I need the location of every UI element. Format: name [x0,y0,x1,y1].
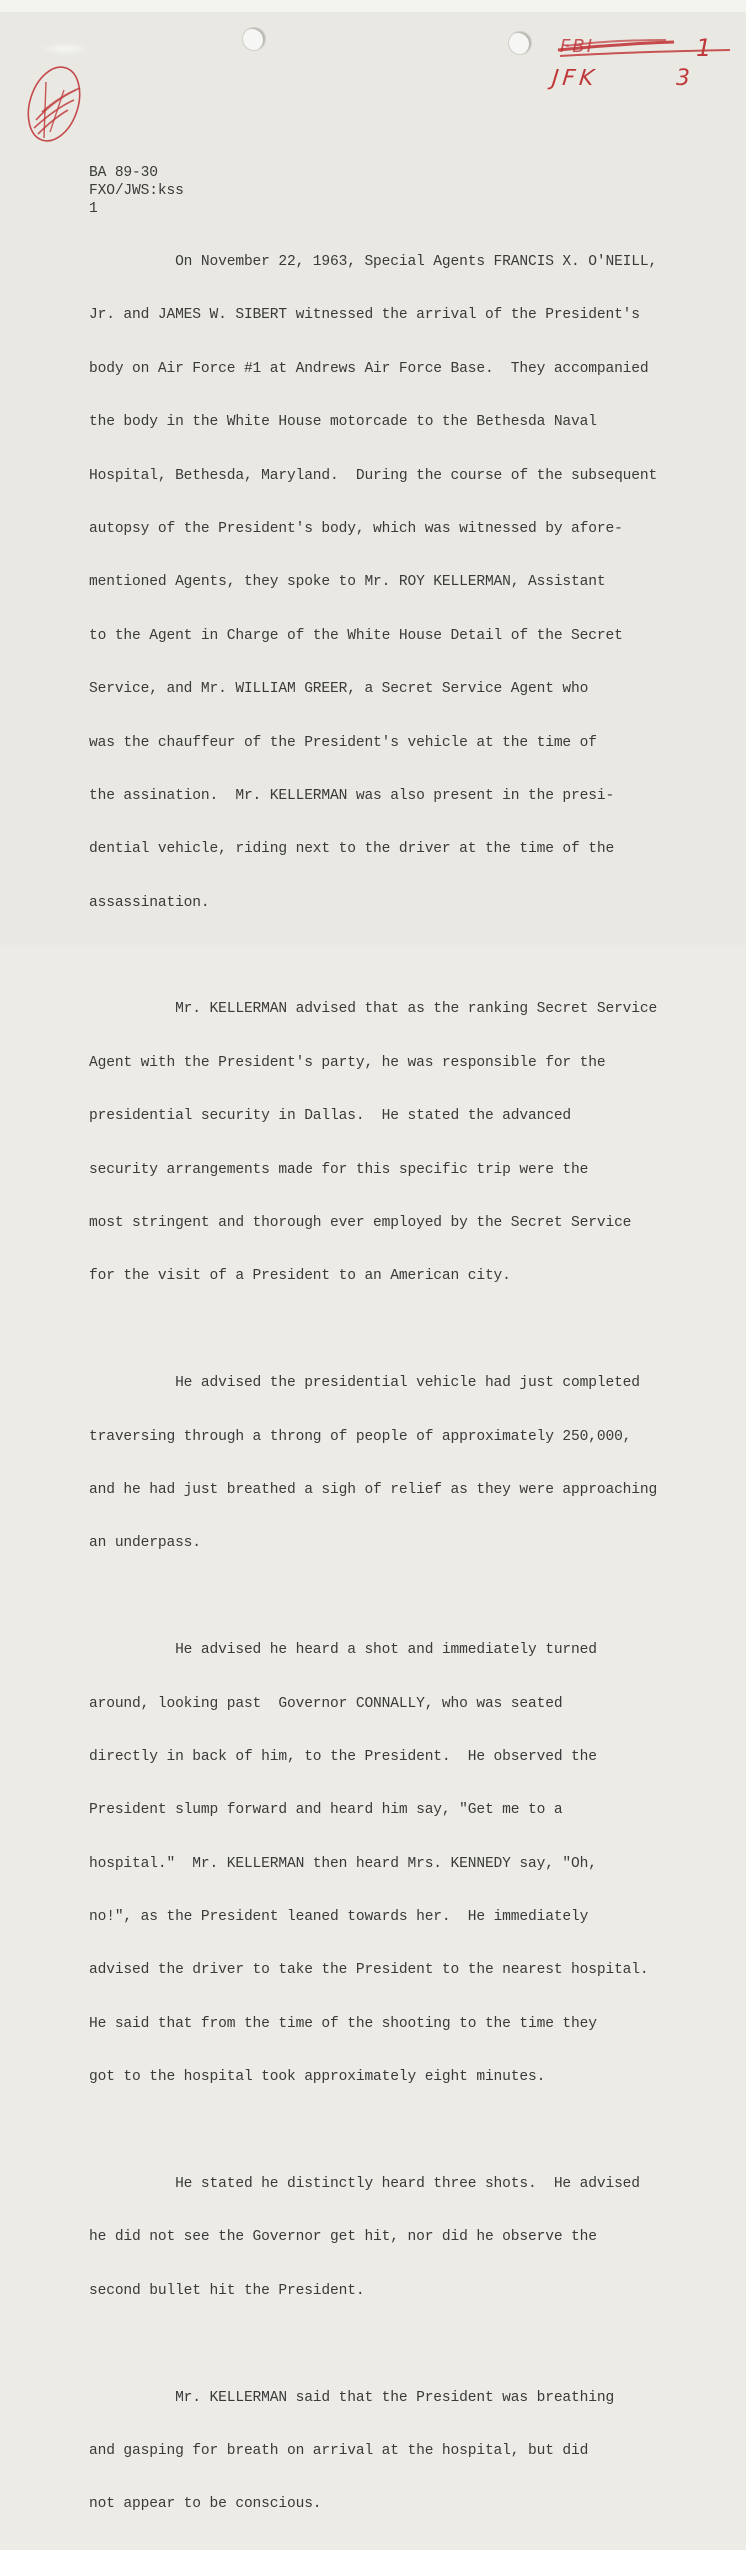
paragraph-underpass [89,1340,739,1589]
text-line: most stringent and thorough ever employed by the Secret Service [89,1215,632,1232]
paragraph-breathing [89,2354,739,2550]
paragraph-gap [89,1589,739,1607]
text-line: no!", as the President leaned towards her. He immediately [89,1909,589,1926]
text-line: presidential security in Dallas. He stated the advanced [89,1108,572,1125]
page-number: 1 [89,200,98,217]
text-line: Jr. and JAMES W. SIBERT witnessed the arrival of the President's [89,307,640,324]
text-line: He advised he heard a shot and immediately turned [89,1642,597,1659]
collection-label: JFK [550,66,599,91]
text-line: He advised the presidential vehicle had just completed [89,1375,640,1392]
paragraph-gap [89,1322,739,1340]
text-line: dential vehicle, riding next to the driver at the time of the [89,841,615,858]
text-line: Mr. KELLERMAN said that the President was breathing [89,2389,615,2406]
file-number: BA 89-30 [89,165,158,181]
text-line: hospital." Mr. KELLERMAN then heard Mrs. KENNEDY say, "Oh, [89,1855,597,1872]
text-line: President slump forward and heard him say, "Get me to a [89,1802,563,1819]
struck-out-number: 1 [696,34,712,62]
text-line: to the Agent in Charge of the White House Detail of the Secret [89,627,623,644]
text-line: he did not see the Governor get hit, nor did he observe the [89,2229,597,2246]
paper-tear-mark [40,42,90,56]
text-line: not appear to be conscious. [89,2496,322,2513]
struck-out-label: FBI [560,36,595,57]
text-line: for the visit of a President to an American city. [89,1268,511,1285]
text-line: Hospital, Bethesda, Maryland. During the course of the subsequent [89,467,658,484]
text-line: and gasping for breath on arrival at the hospital, but did [89,2443,589,2459]
dictation-initials: FXO/JWS:kss [89,182,184,199]
text-line: He said that from the time of the shooting to the time they [89,2015,597,2032]
text-line: mentioned Agents, they spoke to Mr. ROY KELLERMAN, Assistant [89,574,606,591]
paragraph-shot [89,1607,739,2123]
paragraph-arrival [89,218,739,948]
text-line: autopsy of the President's body, which was witnessed by afore- [89,520,623,537]
paragraph-three-shots [89,2140,739,2336]
paragraph-gap [89,2123,739,2141]
text-line: around, looking past Governor CONNALLY, who was seated [89,1695,563,1712]
paragraph-gap [89,2336,739,2354]
document-body [89,165,739,2550]
text-line: got to the hospital took approximately eight minutes. [89,2069,546,2086]
punch-hole-left [243,28,265,50]
text-line: Service, and Mr. WILLIAM GREER, a Secret Service Agent who [89,681,589,698]
paragraph-security [89,966,739,1322]
collection-number: 3 [676,66,690,91]
text-line: an underpass. [89,1535,201,1552]
text-line: Agent with the President's party, he was responsible for the [89,1054,606,1071]
text-line: directly in back of him, to the President. He observed the [89,1748,597,1765]
text-line: advised the driver to take the President to the nearest hospital. [89,1962,649,1979]
punch-hole-right [509,32,531,54]
text-line: traversing through a throng of people of approximately 250,000, [89,1428,632,1445]
text-line: security arrangements made for this specific trip were the [89,1161,589,1178]
text-line: the assination. Mr. KELLERMAN was also present in the presi- [89,787,615,804]
text-line: was the chauffeur of the President's vehicle at the time of [89,734,597,751]
text-line: and he had just breathed a sigh of relief as they were approaching [89,1481,658,1498]
text-line: On November 22, 1963, Special Agents FRANCIS X. O'NEILL, [89,253,658,270]
text-line: body on Air Force #1 at Andrews Air Force Base. They accompanied [89,360,649,377]
text-line: He stated he distinctly heard three shots. He advised [89,2176,640,2193]
text-line: second bullet hit the President. [89,2282,365,2299]
circled-scribble-mark-icon [24,60,90,146]
text-line: Mr. KELLERMAN advised that as the ranking Secret Service [89,1001,658,1018]
text-line: assassination. [89,894,210,911]
paragraph-gap [89,948,739,966]
text-line: the body in the White House motorcade to the Bethesda Naval [89,414,597,431]
